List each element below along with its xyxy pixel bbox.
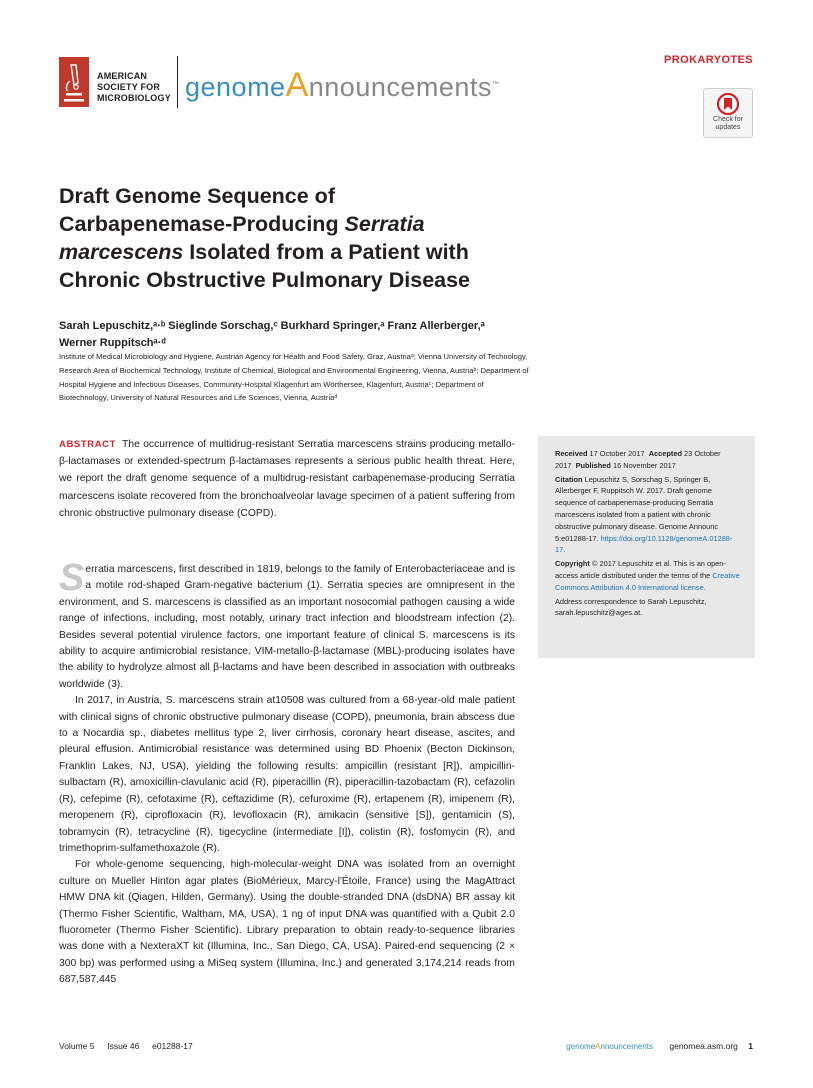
check-updates-label: Check for updates [713,116,743,131]
microscope-icon [59,57,89,107]
footer-volume: Volume 5 [59,1041,95,1051]
copyright [555,558,741,593]
abstract-label: ABSTRACT [59,439,117,450]
article-body [59,557,515,989]
abstract [59,436,515,522]
dates [555,448,741,472]
footer-mini-logo1: genome [566,1042,596,1051]
authors-line2: Werner Ruppitschᵃ·ᵈ [59,337,166,349]
publisher-name: AMERICAN SOCIETY FOR MICROBIOLOGY [97,71,171,103]
received-label: Received [555,449,588,458]
title-line1: Draft Genome Sequence of [59,184,335,208]
trademark: ™ [491,81,500,88]
correspondence: Address correspondence to Sarah Lepuschitz, sarah.lepuschitz@ages.at. [555,596,707,618]
accepted-label: Accepted [648,449,682,458]
footer-volume-info [59,1041,193,1051]
paragraph-2: In 2017, in Austria, S. marcescens strain at10508 was cultured from a 68-year-old male patient with clinical signs of chronic obstructive pulmonary disease (COPD), pneumonia, brain abscess due to a Nocardia sp., diabetes mellitus type 2, liver cirrhosis, coronary heart disease, ascites, and pleural effusion. Antimicrobial resistance was determined using BD Phoenix (Becton Dickinson, Franklin Lakes, NJ, USA), yielding the following results: ampicillin (resistant [R]), ampicillin-sulbactam (R), amoxicillin-clavulanic acid (R), piperacillin (R), piperacillin-tazobactam (R), cefazolin (R), cefepime (R), cefotaxime (R), ceftazidime (R), cefuroxime (R), ertapenem (R), imipenem (R), meropenem (R), ciprofloxacin (R), levofloxacin (R), amikacin (sensitive [S]), gentamicin (S), tobramycin (R), tetracycline (R), tigecycline (intermediate [I]), colistin (R), fosfomycin (R), and trimethoprim-sulfamethoxazole (R). [59,695,515,854]
logo-divider [177,56,178,108]
journal-logo [185,66,499,105]
affiliations: Institute of Medical Microbiology and Hygiene, Austrian Agency for Health and Food Safety, Graz, Austriaᵃ; Vienna University of Technology, Research Area of Biochemical Technology, Institute of Chemical, Biological and Environmental Engineering, Vienna, Austriaᵇ; Department of Hospital Hygiene and Infectious Diseases, Community-Hospital Klagenfurt am Wörthersee, Klagenfurt, Austriaᶜ; Department of Biotechnology, University of Natural Resources and Life Sciences, Vienna, Austriaᵈ [59,352,529,403]
asm-logo [59,57,177,109]
journal-logo-part1: genome [185,72,286,102]
footer-issue: Issue 46 [107,1041,140,1051]
title-line2: Carbapenemase-Producing [59,212,345,236]
check-for-updates-button[interactable] [703,88,753,138]
footer-mini-logo-a: A [595,1042,601,1051]
received-date: 17 October 2017 [589,449,645,458]
copyright-label: Copyright [555,559,590,569]
authors-line1: Sarah Lepuschitz,ᵃ·ᵇ Sieglinde Sorschag,ᶜ Burkhard Springer,ᵃ Franz Allerberger,ᵃ [59,320,485,332]
title-italic-genus: Serratia [344,212,425,236]
author-list [59,318,529,352]
copyright-text: © 2017 Lepuschitz et al. This is an open-access article distributed under the terms of the [555,559,726,580]
paragraph-1-text: erratia marcescens, first described in 1819, belongs to the family of Enterobacteriaceae and is a motile rod-shaped Gram-negative bacterium (1). Serratia species are omnipresent in the environment, and S. marcescens is classified as an important nosocomial pathogen causing a wide range of infections, including, most notably, urinary tract infection and bloodstream infection (2). Besides several potential virulence factors, one important feature of clinical S. marcescens is its ability to acquire antimicrobial resistance. VIM-metallo-β-lactamase (MBL)-producing isolates have the ability to hydrolyze almost all β-lactams and have been described in association with outbreaks worldwide (3). [59,564,515,690]
citation-text: Lepuschitz S, Sorschag S, Springer B, Allerberger F, Ruppitsch W. 2017. Draft genome sequence of carbapenemase-producing Serratia marcescens isolated from a patient with chronic obstructive pulmonary disease. Genome Announc 5:e01288-17. [555,474,719,543]
footer-site-link[interactable]: genomea.asm.org [669,1041,738,1051]
published-date: 16 November 2017 [612,460,676,470]
citation [555,474,741,557]
section-label: PROKARYOTES [664,54,753,66]
journal-logo-part2: nnouncements [308,72,492,102]
footer-site-info [566,1041,753,1051]
license-link[interactable]: Creative Commons Attribution 4.0 International license. [555,570,740,592]
article-title [59,182,529,294]
title-line4: Chronic Obstructive Pulmonary Disease [59,268,471,292]
journal-logo-a: A [285,66,309,104]
article-info-box [538,436,755,658]
bookmark-icon [717,93,739,115]
page-number: 1 [748,1041,753,1051]
paragraph-1 [59,557,515,693]
accepted-date: 23 October 2017 [555,449,721,470]
paragraph-3: For whole-genome sequencing, high-molecular-weight DNA was isolated from an overnight culture on Mueller Hinton agar plates (BioMérieux, Marcy-l'Étoile, France) using the MagAttract HMW DNA kit (Qiagen, Hilden, Germany). Using the double-stranded DNA (dsDNA) BR assay kit (Thermo Fisher Scientific, Waltham, MA, USA), 1 ng of input DNA was quantified with a Qubit 2.0 fluorometer (Thermo Fisher Scientific). Library preparation to obtain ready-to-sequence libraries was done with a NexteraXT kit (Illumina, Inc., San Diego, CA, USA). Paired-end sequencing (2 × 300 bp) was performed using a MiSeq system (Illumina, Inc.) and generated 3,174,214 reads from 687,587,445 [59,859,515,986]
footer-mini-logo [566,1042,653,1051]
drop-cap: S [59,557,85,599]
title-italic-species: marcescens [59,240,184,264]
title-line3: Isolated from a Patient with [183,240,469,264]
citation-label: Citation [555,474,583,484]
abstract-text: The occurrence of multidrug-resistant Serratia marcescens strains producing metallo-β-lactamases or extended-spectrum β-lactamases represents a serious public health threat. Here, we report the draft genome sequence of a multidrug-resistant carbapenemase-producing Serratia marcescens isolate recovered from the bronchoalveolar lavage specimen of a patient suffering from chronic obstructive pulmonary disease (COPD). [59,439,515,519]
published-label: Published [575,460,611,470]
doi-link[interactable]: https://doi.org/10.1128/genomeA.01288-17. [555,533,733,555]
footer-article-id: e01288-17 [152,1041,193,1051]
footer-mini-logo2: nnouncements [600,1042,653,1051]
